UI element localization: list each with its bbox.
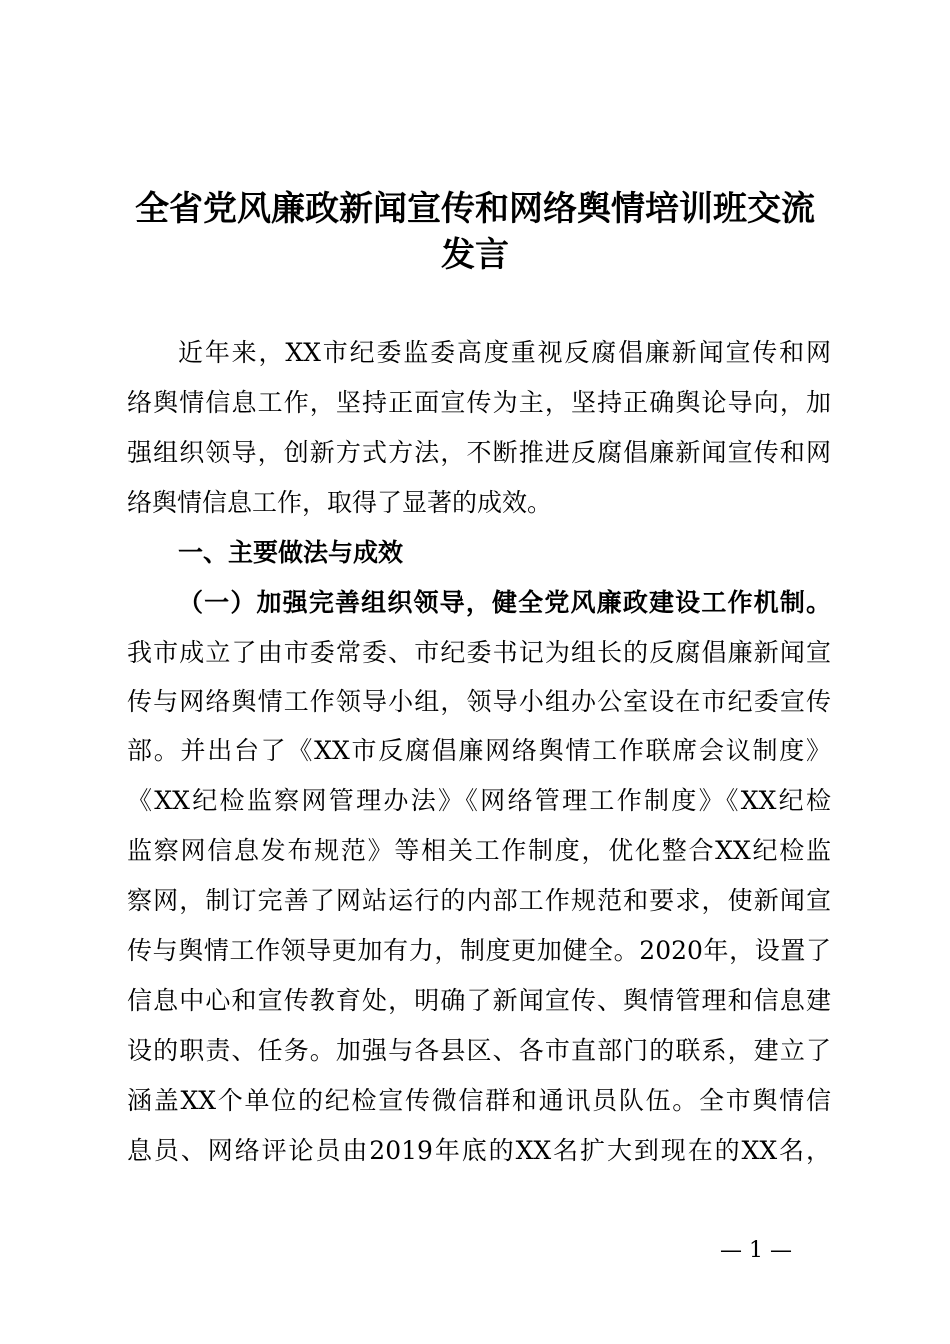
body-line: 察网，制订完善了网站运行的内部工作规范和要求，使新闻宣 [127,886,831,915]
subsection-heading: （一）加强完善组织领导，健全党风廉政建设工作机制。 [178,588,831,617]
body-line: 息员、网络评论员由2019年底的XX名扩大到现在的XX名， [127,1136,831,1165]
body-line: 络舆情信息工作，坚持正面宣传为主，坚持正确舆论导向，加 [127,388,831,417]
body-line: 涵盖XX个单位的纪检宣传微信群和通讯员队伍。全市舆情信 [127,1086,831,1115]
document-title-line-2: 发言 [441,235,509,275]
body-line: 我市成立了由市委常委、市纪委书记为组长的反腐倡廉新闻宣 [127,638,831,667]
body-line: 监察网信息发布规范》等相关工作制度，优化整合XX纪检监 [127,836,831,865]
body-line: 部。并出台了《XX市反腐倡廉网络舆情工作联席会议制度》 [127,736,831,765]
body-line: 络舆情信息工作，取得了显著的成效。 [127,488,553,517]
body-line: 信息中心和宣传教育处，明确了新闻宣传、舆情管理和信息建 [127,986,831,1015]
body-line: 《XX纪检监察网管理办法》《网络管理工作制度》《XX纪检 [127,786,831,815]
body-line: 近年来，XX市纪委监委高度重视反腐倡廉新闻宣传和网 [178,338,831,367]
body-line: 传与舆情工作领导更加有力，制度更加健全。2020年，设置了 [127,936,831,965]
body-line: 传与网络舆情工作领导小组，领导小组办公室设在市纪委宣传 [127,687,831,716]
document-title-line-1: 全省党风廉政新闻宣传和网络舆情培训班交流 [135,189,815,229]
body-line: 强组织领导，创新方式方法，不断推进反腐倡廉新闻宣传和网 [127,438,831,467]
section-heading: 一、主要做法与成效 [178,538,404,567]
page-number: — 1 — [720,1238,792,1263]
body-line: 设的职责、任务。加强与各县区、各市直部门的联系，建立了 [127,1036,831,1065]
